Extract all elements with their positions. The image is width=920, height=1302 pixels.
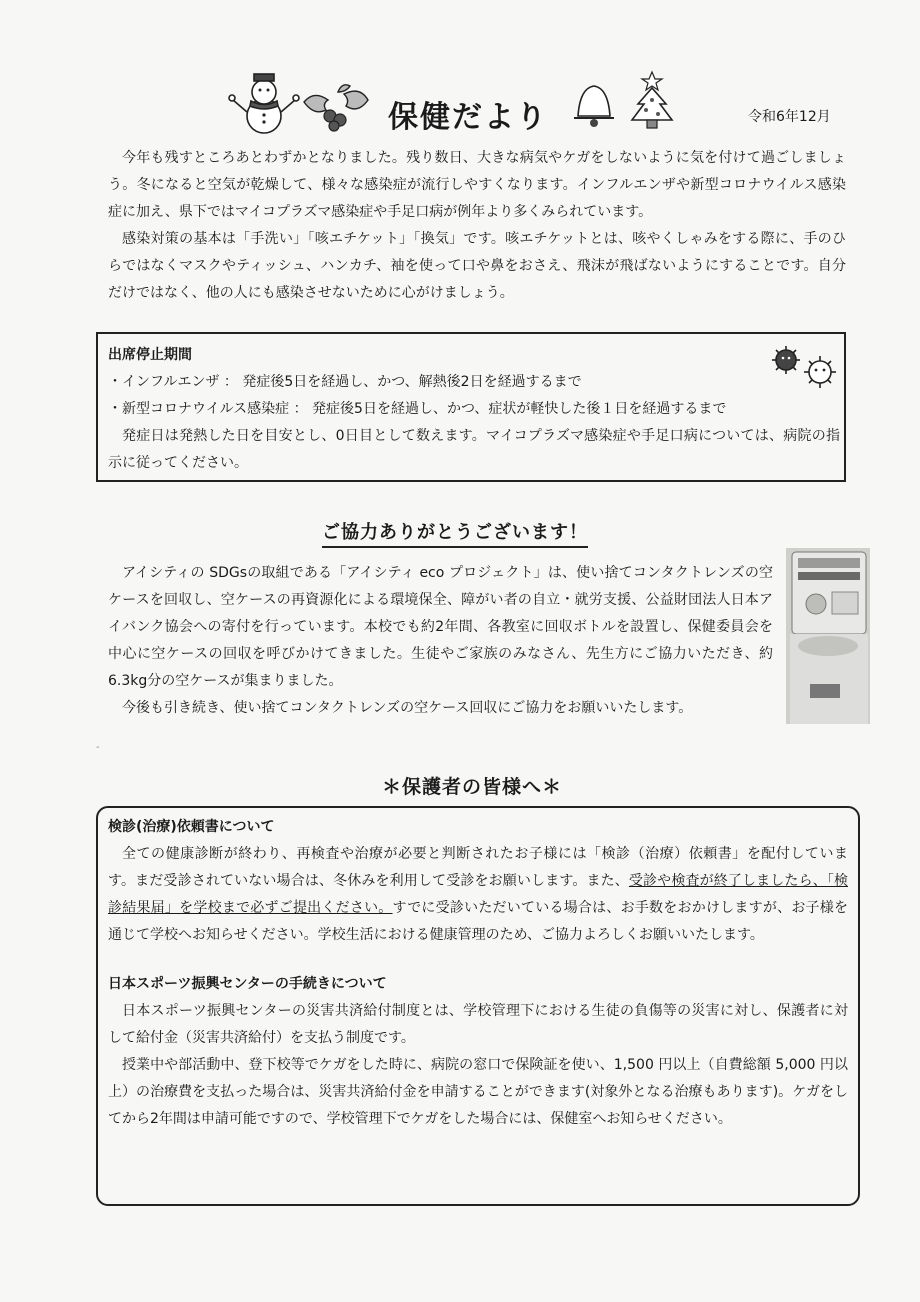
thanks-paragraph-1: アイシティの SDGsの取組である「アイシティ eco プロジェクト」は、使い捨てコンタクトレンズの空ケースを回収し、空ケースの再資源化による環境保全、障がい者の自立・就労支援、公益財団法人日本アイバンク協会への寄付を行っています。本校でも約2年間、各教室に回収ボトルを設置し、保健委員会を中心に空ケースの回収を呼びかけてきました。生徒やご家族のみなさん、先生方にご協力いただき、約6.3kg分の空ケースが集まりました。 [108,565,773,689]
snowman-icon [228,70,300,136]
exam-heading: 検診(治療)依頼書について [108,819,275,835]
attendance-note: 発症日は発熱した日を目安とし、0日目として数えます。マイコプラズマ感染症や手足口病については、病院の指示に従ってください。 [108,428,840,471]
attendance-content [108,342,840,477]
attendance-covid: ・新型コロナウイルス感染症 ： 発症後5日を経過し、かつ、症状が軽快した後１日を経過するまで [108,401,727,417]
sports-paragraph-2: 授業中や部活動中、登下校等でケガをした時に、病院の窓口で保険証を使い、1,500 円以上（自費総額 5,000 円以上）の治療費を支払った場合は、災害共済給付金を申請することができます(対象外となる治療もあります)。ケガをしてから2年間は申請可能ですので、学校管理下でケガをした場合には、保健室へお知らせください。 [108,1057,848,1127]
parents-content [108,814,848,1133]
exam-paragraph [108,841,848,949]
intro-paragraph-2: 感染対策の基本は「手洗い」「咳エチケット」「換気」です。咳エチケットとは、咳やくしゃみをする際に、手のひらではなくマスクやティッシュ、ハンカチ、袖を使って口や鼻をおさえ、飛沫が飛ばないようにすることです。自分だけではなく、他の人にも感染させないために心がけましょう。 [108,231,846,301]
sports-heading: 日本スポーツ振興センターの手続きについて [108,976,387,992]
thanks-section [108,560,773,722]
parents-heading: ＊保護者の皆様へ＊ [382,776,563,798]
attendance-flu: ・インフルエンザ ： 発症後5日を経過し、かつ、解熱後2日を経過するまで [108,374,582,390]
page-mark: - [96,742,100,753]
attendance-heading: 出席停止期間 [108,347,192,363]
newsletter-title: 保健だより [388,100,548,135]
exam-text-underlined: 受診や検査が終了しましたら、「検診結果届」を学校まで必ずご提出ください。 [108,873,848,916]
collection-box-photo [786,548,870,724]
holly-icon [300,82,372,132]
virus-icon [770,344,842,390]
thanks-paragraph-2: 今後も引き続き、使い捨てコンタクトレンズの空ケース回収にご協力をお願いいたします。 [122,700,693,716]
exam-text-a: 全ての健康診断が終わり、再検査や治療が必要と判断されたお子様には「検診（治療）依頼書」を配付しています。まだ受診されていない場合は、冬休みを利用して受診をお願いします。また、 [108,846,848,889]
issue-date: 令和6年12月 [748,109,831,125]
christmas-tree-icon [624,70,680,134]
intro-paragraph-1: 今年も残すところあとわずかとなりました。残り数日、大きな病気やケガをしないように気を付けて過ごしましょう。冬になると空気が乾燥して、様々な感染症が流行しやすくなります。インフルエンザや新型コロナウイルス感染症に加え、県下ではマイコプラズマ感染症や手足口病が例年より多くみられています。 [108,150,846,220]
sports-paragraph-1: 日本スポーツ振興センターの災害共済給付制度とは、学校管理下における生徒の負傷等の災害に対し、保護者に対して給付金（災害共済給付）を支払う制度です。 [108,1003,848,1046]
exam-text-b: すでに受診いただいている場合は、お手数をおかけしますが、お子様を通じて学校へお知らせください。学校生活における健康管理のため、ご協力よろしくお願いいたします。 [108,900,849,943]
bell-icon [568,78,616,130]
thanks-heading: ご協力ありがとうございます！ [322,518,588,548]
intro-section [108,145,846,307]
